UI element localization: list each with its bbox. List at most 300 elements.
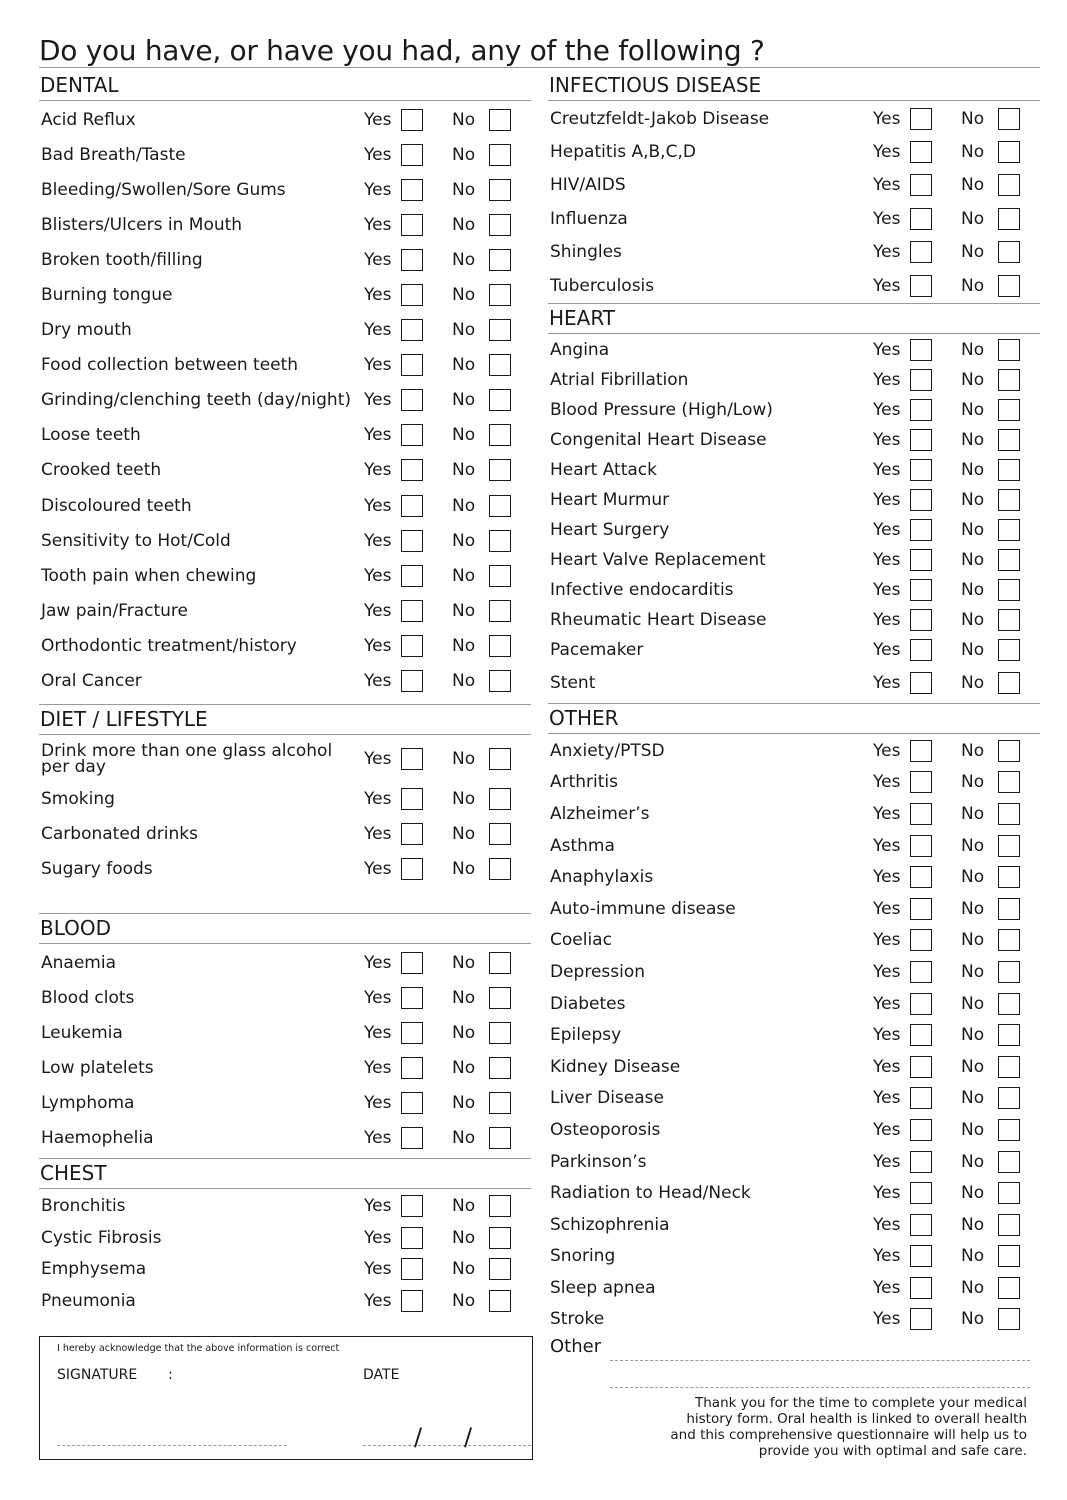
question-row-burning-tongue: [39, 277, 531, 312]
no-checkbox-auto-immune-disease[interactable]: [998, 898, 1020, 920]
question-label: Grinding/clenching teeth (day/night): [41, 390, 352, 411]
yes-checkbox-anxiety-ptsd[interactable]: [910, 740, 932, 762]
yes-label: Yes: [364, 109, 392, 130]
question-row-heart-attack: [548, 455, 1040, 485]
yes-checkbox-orthodontic-treatment-history[interactable]: [401, 635, 423, 657]
no-checkbox-pacemaker[interactable]: [998, 639, 1020, 661]
no-label: No: [961, 898, 985, 919]
yes-checkbox-congenital-heart-disease[interactable]: [910, 429, 932, 451]
question-label: Sensitivity to Hot/Cold: [41, 530, 231, 551]
no-checkbox-radiation-to-head-neck[interactable]: [998, 1182, 1020, 1204]
page-title: Do you have, or have you had, any of the following ?: [39, 34, 765, 67]
question-row-smoking: [39, 781, 531, 816]
no-checkbox-anaphylaxis[interactable]: [998, 866, 1020, 888]
no-checkbox-coeliac[interactable]: [998, 929, 1020, 951]
no-label: No: [961, 275, 985, 296]
question-label: Crooked teeth: [41, 460, 162, 481]
question-row-coeliac: [548, 925, 1040, 957]
yes-checkbox-diabetes[interactable]: [910, 993, 932, 1015]
no-checkbox-heart-valve-replacement[interactable]: [998, 549, 1020, 571]
question-label: Orthodontic treatment/history: [41, 635, 297, 656]
no-checkbox-blisters-ulcers-in-mouth[interactable]: [489, 214, 511, 236]
signature-box: [39, 1336, 533, 1460]
yes-label: Yes: [364, 600, 392, 621]
no-checkbox-schizophrenia[interactable]: [998, 1214, 1020, 1236]
question-label: Angina: [550, 340, 610, 360]
no-checkbox-arthritis[interactable]: [998, 771, 1020, 793]
no-label: No: [452, 987, 476, 1008]
yes-checkbox-cystic-fibrosis[interactable]: [401, 1227, 423, 1249]
question-label: Blood clots: [41, 987, 135, 1008]
yes-checkbox-tooth-pain-when-chewing[interactable]: [401, 565, 423, 587]
no-label: No: [452, 355, 476, 376]
no-checkbox-burning-tongue[interactable]: [489, 284, 511, 306]
question-label: Drink more than one glass alcohol per day: [41, 740, 333, 777]
yes-label: Yes: [873, 1309, 901, 1330]
yes-label: Yes: [873, 772, 901, 793]
question-row-sugary-foods: [39, 851, 531, 886]
yes-checkbox-acid-reflux[interactable]: [401, 109, 423, 131]
no-checkbox-loose-teeth[interactable]: [489, 424, 511, 446]
no-checkbox-oral-cancer[interactable]: [489, 670, 511, 692]
yes-checkbox-influenza[interactable]: [910, 208, 932, 230]
no-label: No: [961, 1183, 985, 1204]
no-checkbox-orthodontic-treatment-history[interactable]: [489, 635, 511, 657]
no-label: No: [961, 430, 985, 450]
question-label: Heart Surgery: [550, 520, 670, 540]
yes-label: Yes: [873, 1246, 901, 1267]
question-row-haemophelia: [39, 1120, 531, 1155]
no-checkbox-haemophelia[interactable]: [489, 1127, 511, 1149]
no-label: No: [961, 175, 985, 196]
question-label: Dry mouth: [41, 320, 132, 341]
yes-label: Yes: [364, 1290, 392, 1311]
no-label: No: [961, 1214, 985, 1235]
yes-checkbox-epilepsy[interactable]: [910, 1024, 932, 1046]
yes-label: Yes: [364, 987, 392, 1008]
question-row-pacemaker: [548, 635, 1040, 665]
yes-label: Yes: [873, 898, 901, 919]
question-label: Discoloured teeth: [41, 495, 192, 516]
no-label: No: [452, 823, 476, 844]
section-heading-infectious: INFECTIOUS DISEASE: [548, 71, 1040, 101]
no-checkbox-blood-pressure-high-low[interactable]: [998, 399, 1020, 421]
question-row-bad-breath-taste: [39, 137, 531, 172]
yes-checkbox-blood-clots[interactable]: [401, 987, 423, 1009]
yes-checkbox-stroke[interactable]: [910, 1308, 932, 1330]
yes-checkbox-rheumatic-heart-disease[interactable]: [910, 609, 932, 631]
question-row-grinding-clenching-teeth-day-night: [39, 383, 531, 418]
no-label: No: [961, 580, 985, 600]
no-label: No: [961, 772, 985, 793]
yes-label: Yes: [364, 1057, 392, 1078]
yes-checkbox-emphysema[interactable]: [401, 1258, 423, 1280]
no-label: No: [961, 242, 985, 263]
yes-label: Yes: [364, 249, 392, 270]
no-checkbox-heart-surgery[interactable]: [998, 519, 1020, 541]
yes-checkbox-heart-attack[interactable]: [910, 459, 932, 481]
question-row-lymphoma: [39, 1085, 531, 1120]
yes-checkbox-anaphylaxis[interactable]: [910, 866, 932, 888]
no-checkbox-leukemia[interactable]: [489, 1022, 511, 1044]
yes-checkbox-jaw-pain-fracture[interactable]: [401, 600, 423, 622]
yes-checkbox-hiv-aids[interactable]: [910, 174, 932, 196]
question-row-influenza: [548, 202, 1040, 235]
yes-checkbox-radiation-to-head-neck[interactable]: [910, 1182, 932, 1204]
question-row-sleep-apnea: [548, 1272, 1040, 1304]
date-line[interactable]: [363, 1445, 531, 1446]
yes-checkbox-drink-more-than-one-glass-alcohol-per-day[interactable]: [401, 748, 423, 770]
question-label: Radiation to Head/Neck: [550, 1183, 751, 1204]
question-row-heart-valve-replacement: [548, 545, 1040, 575]
no-label: No: [961, 520, 985, 540]
no-label: No: [961, 610, 985, 630]
question-row-heart-surgery: [548, 515, 1040, 545]
no-checkbox-shingles[interactable]: [998, 241, 1020, 263]
yes-label: Yes: [364, 823, 392, 844]
question-label: Bronchitis: [41, 1195, 126, 1216]
yes-label: Yes: [873, 1088, 901, 1109]
question-row-kidney-disease: [548, 1051, 1040, 1083]
yes-checkbox-coeliac[interactable]: [910, 929, 932, 951]
no-checkbox-creutzfeldt-jakob-disease[interactable]: [998, 108, 1020, 130]
yes-checkbox-snoring[interactable]: [910, 1245, 932, 1267]
question-label: Burning tongue: [41, 285, 173, 306]
yes-label: Yes: [873, 993, 901, 1014]
no-label: No: [452, 1290, 476, 1311]
yes-checkbox-pacemaker[interactable]: [910, 639, 932, 661]
yes-checkbox-creutzfeldt-jakob-disease[interactable]: [910, 108, 932, 130]
yes-checkbox-parkinson-s[interactable]: [910, 1151, 932, 1173]
no-checkbox-sleep-apnea[interactable]: [998, 1277, 1020, 1299]
no-label: No: [452, 748, 476, 769]
no-label: No: [961, 867, 985, 888]
no-label: No: [452, 858, 476, 879]
question-label: Coeliac: [550, 930, 612, 951]
yes-label: Yes: [364, 179, 392, 200]
question-row-asthma: [548, 830, 1040, 862]
yes-label: Yes: [873, 961, 901, 982]
yes-label: Yes: [364, 671, 392, 692]
yes-label: Yes: [873, 867, 901, 888]
yes-checkbox-sensitivity-to-hot-cold[interactable]: [401, 530, 423, 552]
question-label: Oral Cancer: [41, 671, 142, 692]
no-label: No: [452, 1259, 476, 1280]
question-row-leukemia: [39, 1015, 531, 1050]
question-row-oral-cancer: [39, 664, 531, 699]
question-label: Emphysema: [41, 1259, 147, 1280]
yes-checkbox-hepatitis-a-b-c-d[interactable]: [910, 141, 932, 163]
question-row-sensitivity-to-hot-cold: [39, 523, 531, 558]
no-checkbox-snoring[interactable]: [998, 1245, 1020, 1267]
no-label: No: [961, 340, 985, 360]
yes-checkbox-burning-tongue[interactable]: [401, 284, 423, 306]
no-checkbox-blood-clots[interactable]: [489, 987, 511, 1009]
yes-checkbox-schizophrenia[interactable]: [910, 1214, 932, 1236]
yes-label: Yes: [873, 108, 901, 129]
question-row-infective-endocarditis: [548, 575, 1040, 605]
no-label: No: [452, 1195, 476, 1216]
yes-checkbox-leukemia[interactable]: [401, 1022, 423, 1044]
yes-checkbox-alzheimer-s[interactable]: [910, 803, 932, 825]
yes-checkbox-anaemia[interactable]: [401, 952, 423, 974]
signature-colon: :: [168, 1367, 173, 1383]
yes-checkbox-blisters-ulcers-in-mouth[interactable]: [401, 214, 423, 236]
no-checkbox-stent[interactable]: [998, 672, 1020, 694]
question-row-arthritis: [548, 767, 1040, 799]
date-slash-2: /: [464, 1423, 473, 1451]
yes-checkbox-haemophelia[interactable]: [401, 1127, 423, 1149]
question-label: Heart Valve Replacement: [550, 550, 766, 570]
question-label: Pneumonia: [41, 1290, 136, 1311]
question-label: Creutzfeldt-Jakob Disease: [550, 108, 770, 129]
question-row-pneumonia: [39, 1285, 531, 1317]
question-label: Atrial Fibrillation: [550, 370, 689, 390]
yes-label: Yes: [873, 930, 901, 951]
yes-label: Yes: [364, 390, 392, 411]
question-label: Stent: [550, 672, 596, 693]
yes-checkbox-osteoporosis[interactable]: [910, 1119, 932, 1141]
no-checkbox-anxiety-ptsd[interactable]: [998, 740, 1020, 762]
yes-checkbox-depression[interactable]: [910, 961, 932, 983]
title-divider: [39, 67, 1040, 68]
yes-checkbox-grinding-clenching-teeth-day-night[interactable]: [401, 389, 423, 411]
yes-checkbox-crooked-teeth[interactable]: [401, 459, 423, 481]
question-label: Sleep apnea: [550, 1277, 656, 1298]
yes-label: Yes: [873, 142, 901, 163]
no-checkbox-angina[interactable]: [998, 339, 1020, 361]
no-checkbox-pneumonia[interactable]: [489, 1290, 511, 1312]
yes-label: Yes: [873, 1151, 901, 1172]
yes-checkbox-pneumonia[interactable]: [401, 1290, 423, 1312]
no-label: No: [452, 460, 476, 481]
question-row-drink-more-than-one-glass-alcohol-per-day: [39, 736, 531, 781]
yes-checkbox-bronchitis[interactable]: [401, 1195, 423, 1217]
no-checkbox-epilepsy[interactable]: [998, 1024, 1020, 1046]
yes-checkbox-bad-breath-taste[interactable]: [401, 144, 423, 166]
yes-checkbox-atrial-fibrillation[interactable]: [910, 369, 932, 391]
yes-checkbox-heart-murmur[interactable]: [910, 489, 932, 511]
no-label: No: [452, 952, 476, 973]
question-row-crooked-teeth: [39, 453, 531, 488]
no-label: No: [452, 249, 476, 270]
no-checkbox-liver-disease[interactable]: [998, 1087, 1020, 1109]
question-row-depression: [548, 956, 1040, 988]
no-label: No: [961, 640, 985, 660]
question-row-radiation-to-head-neck: [548, 1177, 1040, 1209]
question-label: Stroke: [550, 1309, 605, 1330]
yes-checkbox-infective-endocarditis[interactable]: [910, 579, 932, 601]
no-checkbox-tuberculosis[interactable]: [998, 275, 1020, 297]
question-row-emphysema: [39, 1253, 531, 1285]
no-checkbox-crooked-teeth[interactable]: [489, 459, 511, 481]
question-label: Influenza: [550, 208, 628, 229]
no-checkbox-broken-tooth-filling[interactable]: [489, 249, 511, 271]
yes-checkbox-lymphoma[interactable]: [401, 1092, 423, 1114]
question-label: Tuberculosis: [550, 275, 655, 296]
no-checkbox-smoking[interactable]: [489, 788, 511, 810]
no-checkbox-diabetes[interactable]: [998, 993, 1020, 1015]
no-label: No: [452, 425, 476, 446]
yes-checkbox-sleep-apnea[interactable]: [910, 1277, 932, 1299]
question-label: Blood Pressure (High/Low): [550, 400, 773, 420]
no-checkbox-congenital-heart-disease[interactable]: [998, 429, 1020, 451]
yes-label: Yes: [873, 460, 901, 480]
yes-checkbox-oral-cancer[interactable]: [401, 670, 423, 692]
no-checkbox-asthma[interactable]: [998, 835, 1020, 857]
no-checkbox-alzheimer-s[interactable]: [998, 803, 1020, 825]
yes-label: Yes: [364, 495, 392, 516]
no-checkbox-infective-endocarditis[interactable]: [998, 579, 1020, 601]
yes-checkbox-arthritis[interactable]: [910, 771, 932, 793]
question-row-food-collection-between-teeth: [39, 348, 531, 383]
no-checkbox-heart-murmur[interactable]: [998, 489, 1020, 511]
section-chest: [39, 1158, 531, 1317]
yes-label: Yes: [873, 340, 901, 360]
no-checkbox-lymphoma[interactable]: [489, 1092, 511, 1114]
no-checkbox-tooth-pain-when-chewing[interactable]: [489, 565, 511, 587]
yes-checkbox-kidney-disease[interactable]: [910, 1056, 932, 1078]
no-checkbox-dry-mouth[interactable]: [489, 319, 511, 341]
yes-label: Yes: [873, 740, 901, 761]
no-checkbox-sugary-foods[interactable]: [489, 858, 511, 880]
other-field-line-1[interactable]: [610, 1360, 1030, 1361]
other-field-line-2[interactable]: [610, 1387, 1030, 1388]
yes-checkbox-auto-immune-disease[interactable]: [910, 898, 932, 920]
question-label: Smoking: [41, 788, 115, 809]
no-checkbox-influenza[interactable]: [998, 208, 1020, 230]
no-checkbox-bad-breath-taste[interactable]: [489, 144, 511, 166]
no-checkbox-hiv-aids[interactable]: [998, 174, 1020, 196]
yes-label: Yes: [873, 208, 901, 229]
no-checkbox-anaemia[interactable]: [489, 952, 511, 974]
signature-line[interactable]: [57, 1445, 287, 1446]
yes-label: Yes: [873, 580, 901, 600]
no-checkbox-grinding-clenching-teeth-day-night[interactable]: [489, 389, 511, 411]
question-row-tooth-pain-when-chewing: [39, 558, 531, 593]
no-label: No: [452, 144, 476, 165]
no-checkbox-food-collection-between-teeth[interactable]: [489, 354, 511, 376]
no-checkbox-parkinson-s[interactable]: [998, 1151, 1020, 1173]
no-label: No: [961, 142, 985, 163]
yes-label: Yes: [364, 635, 392, 656]
no-checkbox-osteoporosis[interactable]: [998, 1119, 1020, 1141]
question-row-anaemia: [39, 945, 531, 980]
yes-label: Yes: [873, 275, 901, 296]
yes-checkbox-tuberculosis[interactable]: [910, 275, 932, 297]
no-checkbox-hepatitis-a-b-c-d[interactable]: [998, 141, 1020, 163]
yes-checkbox-heart-surgery[interactable]: [910, 519, 932, 541]
no-checkbox-atrial-fibrillation[interactable]: [998, 369, 1020, 391]
no-checkbox-low-platelets[interactable]: [489, 1057, 511, 1079]
no-checkbox-acid-reflux[interactable]: [489, 109, 511, 131]
yes-label: Yes: [873, 1119, 901, 1140]
no-checkbox-drink-more-than-one-glass-alcohol-per-day[interactable]: [489, 748, 511, 770]
no-checkbox-jaw-pain-fracture[interactable]: [489, 600, 511, 622]
yes-label: Yes: [873, 490, 901, 510]
no-label: No: [452, 214, 476, 235]
section-heading-diet: DIET / LIFESTYLE: [39, 704, 531, 735]
yes-checkbox-loose-teeth[interactable]: [401, 424, 423, 446]
yes-checkbox-asthma[interactable]: [910, 835, 932, 857]
yes-label: Yes: [364, 425, 392, 446]
yes-checkbox-sugary-foods[interactable]: [401, 858, 423, 880]
no-checkbox-bleeding-swollen-sore-gums[interactable]: [489, 179, 511, 201]
question-row-broken-tooth-filling: [39, 242, 531, 277]
question-row-liver-disease: [548, 1083, 1040, 1115]
yes-checkbox-shingles[interactable]: [910, 241, 932, 263]
no-checkbox-sensitivity-to-hot-cold[interactable]: [489, 530, 511, 552]
yes-checkbox-heart-valve-replacement[interactable]: [910, 549, 932, 571]
yes-label: Yes: [364, 320, 392, 341]
no-checkbox-carbonated-drinks[interactable]: [489, 823, 511, 845]
question-row-acid-reflux: [39, 102, 531, 137]
question-label: Anxiety/PTSD: [550, 740, 665, 761]
question-label: Cystic Fibrosis: [41, 1227, 162, 1248]
signature-label: SIGNATURE: [57, 1367, 138, 1383]
question-label: Anaemia: [41, 952, 116, 973]
no-label: No: [961, 460, 985, 480]
yes-checkbox-dry-mouth[interactable]: [401, 319, 423, 341]
no-checkbox-emphysema[interactable]: [489, 1258, 511, 1280]
yes-checkbox-low-platelets[interactable]: [401, 1057, 423, 1079]
question-row-diabetes: [548, 988, 1040, 1020]
question-row-blood-clots: [39, 980, 531, 1015]
yes-label: Yes: [364, 144, 392, 165]
question-row-orthodontic-treatment-history: [39, 628, 531, 663]
yes-checkbox-smoking[interactable]: [401, 788, 423, 810]
question-label: Loose teeth: [41, 425, 141, 446]
no-checkbox-stroke[interactable]: [998, 1308, 1020, 1330]
yes-checkbox-food-collection-between-teeth[interactable]: [401, 354, 423, 376]
no-label: No: [452, 1057, 476, 1078]
no-checkbox-discoloured-teeth[interactable]: [489, 495, 511, 517]
section-diet: [39, 704, 531, 886]
question-label: Alzheimer’s: [550, 803, 650, 824]
no-label: No: [452, 495, 476, 516]
yes-checkbox-liver-disease[interactable]: [910, 1087, 932, 1109]
no-checkbox-depression[interactable]: [998, 961, 1020, 983]
no-checkbox-kidney-disease[interactable]: [998, 1056, 1020, 1078]
question-row-stroke: [548, 1304, 1040, 1336]
question-row-anaphylaxis: [548, 861, 1040, 893]
yes-label: Yes: [364, 1092, 392, 1113]
yes-label: Yes: [364, 1227, 392, 1248]
yes-label: Yes: [364, 748, 392, 769]
no-checkbox-cystic-fibrosis[interactable]: [489, 1227, 511, 1249]
no-label: No: [961, 1025, 985, 1046]
no-checkbox-bronchitis[interactable]: [489, 1195, 511, 1217]
question-row-creutzfeldt-jakob-disease: [548, 102, 1040, 135]
yes-checkbox-discoloured-teeth[interactable]: [401, 495, 423, 517]
section-heart: [548, 303, 1040, 700]
yes-label: Yes: [873, 520, 901, 540]
question-label: Tooth pain when chewing: [41, 565, 257, 586]
yes-checkbox-angina[interactable]: [910, 339, 932, 361]
yes-checkbox-stent[interactable]: [910, 672, 932, 694]
question-row-blisters-ulcers-in-mouth: [39, 207, 531, 242]
question-row-osteoporosis: [548, 1114, 1040, 1146]
yes-checkbox-blood-pressure-high-low[interactable]: [910, 399, 932, 421]
yes-checkbox-bleeding-swollen-sore-gums[interactable]: [401, 179, 423, 201]
yes-checkbox-broken-tooth-filling[interactable]: [401, 249, 423, 271]
question-row-heart-murmur: [548, 485, 1040, 515]
no-label: No: [961, 1309, 985, 1330]
section-other: [548, 703, 1040, 1335]
yes-checkbox-carbonated-drinks[interactable]: [401, 823, 423, 845]
no-checkbox-rheumatic-heart-disease[interactable]: [998, 609, 1020, 631]
no-checkbox-heart-attack[interactable]: [998, 459, 1020, 481]
